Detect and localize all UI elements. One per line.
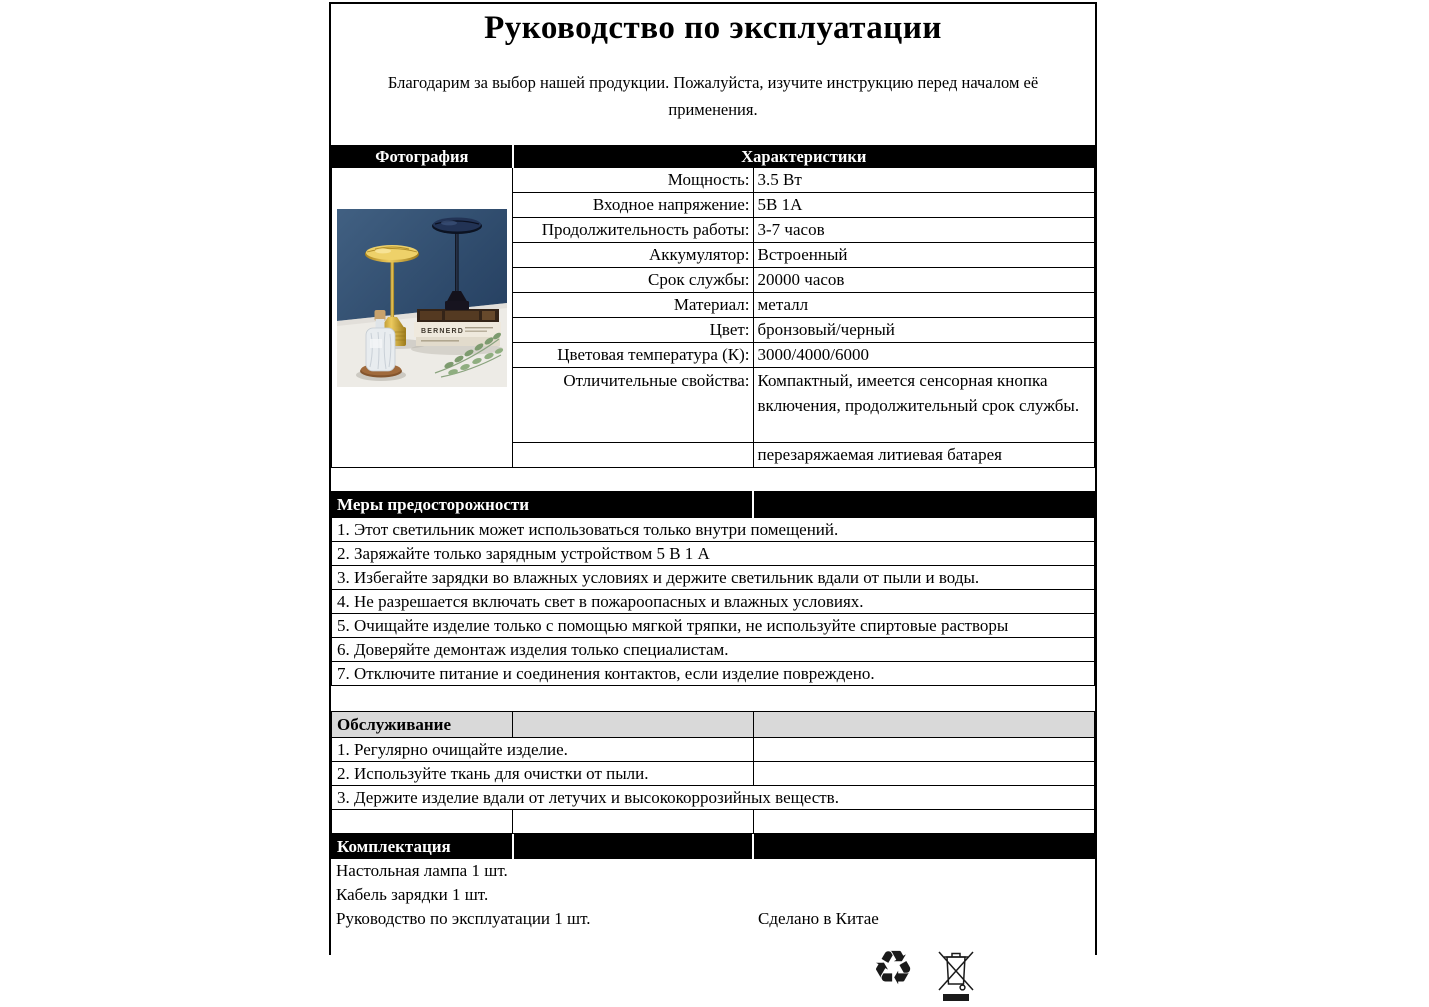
spec-value: 3-7 часов	[753, 218, 1094, 243]
precaution-item: 4. Не разрешается включать свет в пожароопасных и влажных условиях.	[332, 590, 1095, 614]
spec-value: 20000 часов	[753, 268, 1094, 293]
spec-label: Цвет:	[513, 318, 753, 343]
document-frame	[329, 2, 1097, 955]
spec-column-header: Характеристики	[513, 146, 1095, 168]
spec-label: Срок службы:	[513, 268, 753, 293]
package-header-filler	[753, 835, 1094, 859]
package-header-row	[332, 835, 1095, 859]
page-title: Руководство по эксплуатации	[484, 10, 942, 46]
precaution-item: 7. Отключите питание и соединения контактов, если изделие повреждено.	[332, 662, 1095, 686]
spec-table	[331, 145, 1095, 468]
title-block	[331, 4, 1095, 145]
maintenance-table	[331, 711, 1095, 834]
spec-value: Встроенный	[753, 243, 1094, 268]
package-item: Настольная лампа 1 шт.	[336, 861, 508, 880]
spec-value: Компактный, имеется сенсорная кнопка включения, продолжительный срок службы.	[753, 368, 1094, 443]
weee-crossed-bin-icon	[931, 944, 981, 1007]
spec-label: Отличительные свойства:	[513, 368, 753, 443]
product-photo	[337, 209, 507, 387]
made-in-label: Сделано в Китае	[758, 909, 879, 928]
spec-value: 3.5 Вт	[753, 168, 1094, 193]
maintenance-header: Обслуживание	[332, 712, 513, 738]
svg-text:BERNERD: BERNERD	[421, 328, 465, 335]
spec-value: бронзовый/черный	[753, 318, 1094, 343]
product-photo-image	[337, 209, 507, 387]
precautions-header-filler	[753, 492, 1094, 518]
package-item: Руководство по эксплуатации 1 шт.	[336, 909, 591, 928]
maintenance-item: 2. Используйте ткань для очистки от пыли.	[332, 762, 754, 786]
precaution-item: 3. Избегайте зарядки во влажных условиях и держите светильник вдали от пыли и воды.	[332, 566, 1095, 590]
spec-value: перезаряжаемая литиевая батарея	[753, 443, 1094, 468]
spec-value: 3000/4000/6000	[753, 343, 1094, 368]
precautions-table	[331, 491, 1095, 686]
spec-value: 5В 1А	[753, 193, 1094, 218]
precaution-item: 2. Заряжайте только зарядным устройством 5 В 1 А	[332, 542, 1095, 566]
spec-row	[332, 168, 1095, 193]
empty-row	[332, 810, 1095, 834]
precautions-header-row	[332, 492, 1095, 518]
maintenance-item: 1. Регулярно очищайте изделие.	[332, 738, 754, 762]
photo-column-header: Фотография	[332, 146, 513, 168]
spacer	[331, 686, 1095, 711]
maintenance-item: 3. Держите изделие вдали от летучих и высококоррозийных веществ.	[332, 786, 1095, 810]
precaution-item: 1. Этот светильник может использоваться только внутри помещений.	[332, 518, 1095, 542]
maintenance-item-filler	[753, 762, 1094, 786]
spec-label	[513, 443, 753, 468]
spec-header-row	[332, 146, 1095, 168]
maintenance-header-row	[332, 712, 1095, 738]
spacer	[331, 468, 1095, 491]
spec-label: Материал:	[513, 293, 753, 318]
package-item-row	[331, 907, 1095, 931]
package-header-filler	[513, 835, 753, 859]
package-item: Кабель зарядки 1 шт.	[336, 885, 489, 904]
spec-label: Цветовая температура (К):	[513, 343, 753, 368]
package-header: Комплектация	[332, 835, 513, 859]
spec-label: Продолжительность работы:	[513, 218, 753, 243]
spec-label: Аккумулятор:	[513, 243, 753, 268]
spec-label: Мощность:	[513, 168, 753, 193]
precaution-item: 6. Доверяйте демонтаж изделия только специалистам.	[332, 638, 1095, 662]
recycle-icon: ♻	[872, 941, 915, 996]
maintenance-header-filler	[513, 712, 753, 738]
maintenance-header-filler	[753, 712, 1094, 738]
package-table	[331, 834, 1095, 859]
product-photo-cell	[332, 168, 513, 468]
maintenance-item-filler	[753, 738, 1094, 762]
spec-label: Входное напряжение:	[513, 193, 753, 218]
precautions-header: Меры предосторожности	[332, 492, 754, 518]
spec-value: металл	[753, 293, 1094, 318]
precaution-item: 5. Очищайте изделие только с помощью мягкой тряпки, не используйте спиртовые растворы	[332, 614, 1095, 638]
package-list	[331, 859, 1095, 931]
page-subtitle: Благодарим за выбор нашей продукции. Пожалуйста, изучите инструкцию перед началом её применения.	[387, 73, 1039, 119]
